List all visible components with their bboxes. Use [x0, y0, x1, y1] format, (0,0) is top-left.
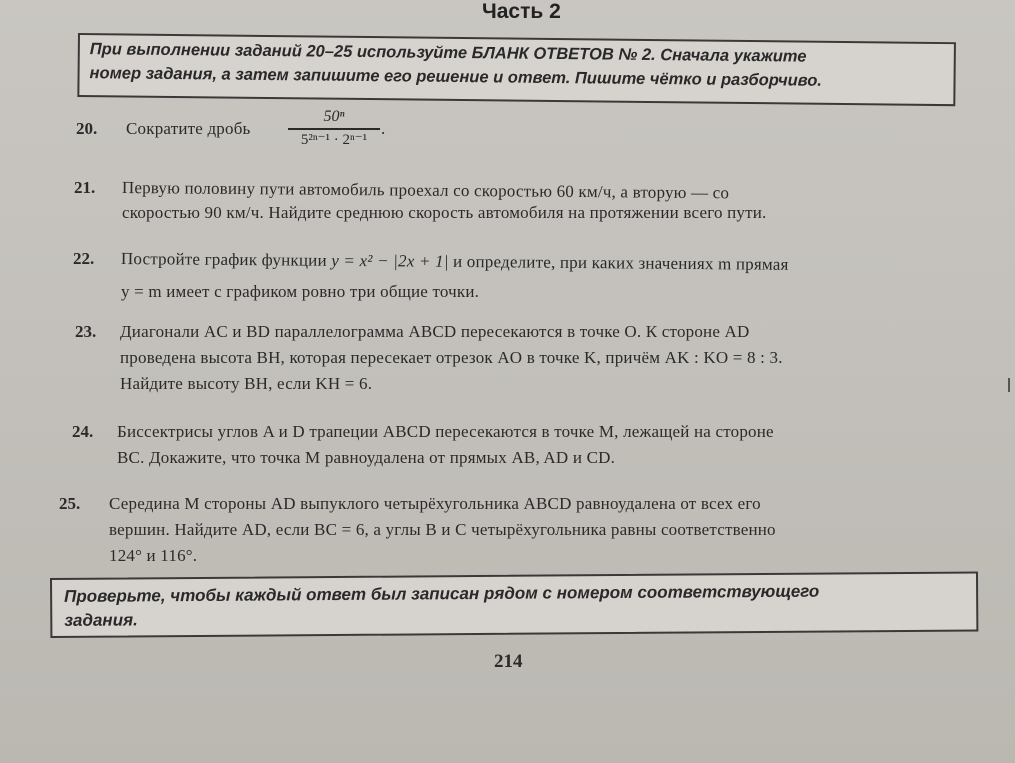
- task-number: 20.: [76, 119, 98, 138]
- task-line-1: Первую половину пути автомобиль проехал со скоростью 60 км/ч, а вторую — со: [121, 178, 730, 203]
- task-number: 21.: [74, 178, 96, 197]
- instructions-box: [77, 33, 956, 106]
- task-line-3: Найдите высоту BH, если KH = 6.: [120, 374, 373, 393]
- task-text: Постройте график функции: [120, 249, 332, 270]
- task-line-2: проведена высота BH, которая пересекает отрезок AO в точке K, причём AK : KO = 8 : 3.: [120, 348, 783, 367]
- page-edge-mark: [1008, 378, 1010, 392]
- task-text: Сократите дробь: [126, 119, 251, 138]
- task-line-1: Середина M стороны AD выпуклого четырёхугольника ABCD равноудалена от всех его: [109, 494, 761, 513]
- footer-note-line-1: Проверьте, чтобы каждый ответ был записан рядом с номером соответствующего: [64, 581, 820, 606]
- task-line-2: y = m имеет с графиком ровно три общие точки.: [121, 282, 480, 301]
- footer-note-line-2: задания.: [64, 610, 138, 630]
- task-line-2: вершин. Найдите AD, если BC = 6, а углы B и C четырёхугольника равны соответственно: [109, 520, 776, 539]
- footer-note-box: [50, 572, 978, 638]
- task-21: [74, 178, 974, 238]
- task-number: 23.: [75, 322, 97, 341]
- task-25: [59, 494, 979, 574]
- function-formula: y = x² − |2x + 1|: [331, 250, 449, 271]
- task-tail: .: [381, 119, 386, 138]
- instructions-line-2: номер задания, а затем запишите его решение и ответ. Пишите чётко и разборчиво.: [89, 64, 823, 90]
- task-23: [75, 322, 975, 402]
- task-number: 25.: [59, 494, 81, 513]
- instructions-line-1: При выполнении заданий 20–25 используйте БЛАНК ОТВЕТОВ № 2. Сначала укажите: [89, 40, 807, 66]
- task-20: [76, 108, 476, 160]
- task-line-1: [121, 249, 789, 275]
- fraction-numerator: 50ⁿ: [323, 108, 345, 125]
- task-24: [72, 422, 982, 478]
- part-title: Часть 2: [482, 0, 561, 23]
- page-number: 214: [494, 651, 523, 672]
- task-text-cont: и определите, при каких значениях m прямая: [448, 251, 789, 274]
- fraction: [288, 108, 380, 152]
- task-line-2: BC. Докажите, что точка M равноудалена от прямых AB, AD и CD.: [117, 448, 616, 467]
- task-line-2: скоростью 90 км/ч. Найдите среднюю скорость автомобиля на протяжении всего пути.: [122, 203, 767, 222]
- task-22: [73, 249, 973, 305]
- task-line-1: Диагонали AC и BD параллелограмма ABCD пересекаются в точке O. К стороне AD: [120, 322, 750, 341]
- task-line-1: Биссектрисы углов A и D трапеции ABCD пересекаются в точке M, лежащей на стороне: [117, 422, 774, 441]
- task-number: 24.: [72, 422, 94, 441]
- task-line-3: 124° и 116°.: [109, 546, 198, 565]
- task-number: 22.: [73, 249, 95, 268]
- fraction-denominator: 5²ⁿ⁻¹ · 2ⁿ⁻¹: [300, 132, 368, 148]
